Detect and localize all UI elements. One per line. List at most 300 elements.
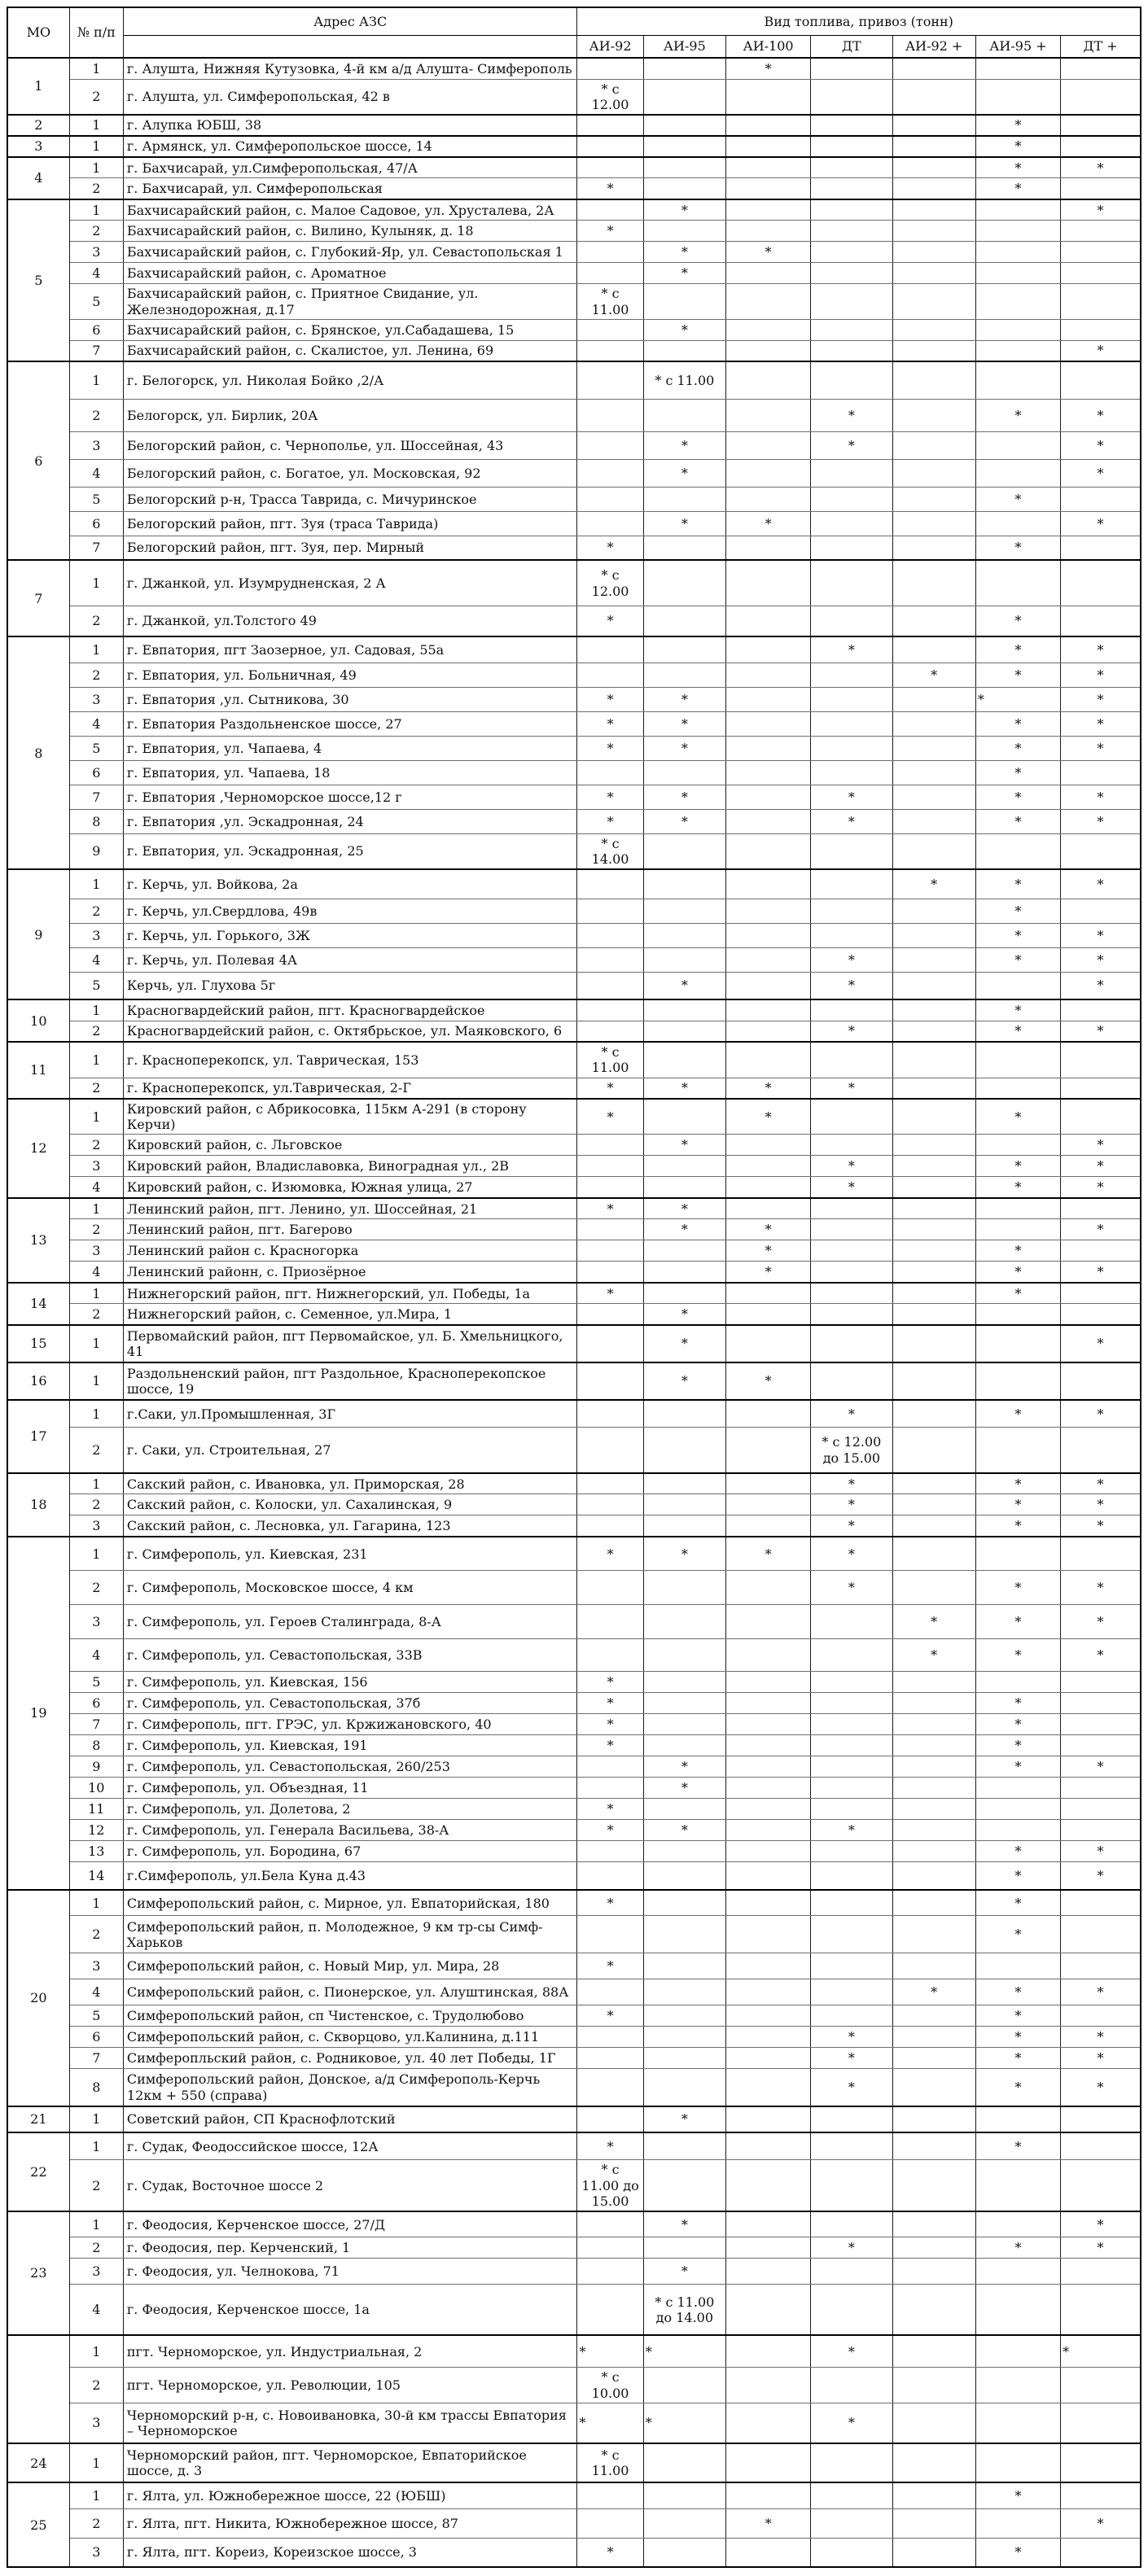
fuel-cell-ai95: * bbox=[643, 1778, 725, 1799]
fuel-cell-dtplus bbox=[1061, 1198, 1141, 1219]
fuel-cell-ai92plus: * bbox=[892, 1979, 975, 2005]
row-number-cell: 7 bbox=[69, 340, 123, 361]
fuel-cell-ai92plus bbox=[892, 1428, 975, 1473]
row-number-cell: 4 bbox=[69, 1177, 123, 1198]
fuel-cell-ai95 bbox=[643, 560, 725, 606]
address-cell: г. Симферополь, ул. Киевская, 231 bbox=[123, 1537, 577, 1571]
fuel-cell-ai100 bbox=[725, 431, 810, 459]
fuel-cell-ai92plus bbox=[892, 199, 975, 221]
address-cell: г. Феодосия, пер. Керченский, 1 bbox=[123, 2237, 577, 2259]
fuel-cell-ai92 bbox=[577, 2069, 643, 2106]
table-row bbox=[7, 560, 1141, 606]
row-number-cell: 8 bbox=[69, 1735, 123, 1756]
fuel-cell-ai95 bbox=[643, 1099, 725, 1135]
mo-cell: 1 bbox=[7, 58, 69, 115]
fuel-cell-ai92: * bbox=[577, 2538, 643, 2567]
address-cell: Симферопольский район, с. Новый Мир, ул. Мира, 28 bbox=[123, 1953, 577, 1979]
fuel-cell-ai92 bbox=[577, 972, 643, 999]
address-cell: Бахчисарайский район, с. Скалистое, ул. Ленина, 69 bbox=[123, 340, 577, 361]
table-row bbox=[7, 242, 1141, 263]
address-cell: г. Джанкой, ул. Изумрудненская, 2 А bbox=[123, 560, 577, 606]
table-row bbox=[7, 785, 1141, 809]
mo-cell: 18 bbox=[7, 1473, 69, 1537]
fuel-cell-ai92plus bbox=[892, 760, 975, 785]
address-cell: Бахчисарайский район, с. Брянское, ул.Сабадашева, 15 bbox=[123, 319, 577, 340]
row-number-cell: 8 bbox=[69, 2069, 123, 2106]
address-cell: г. Евпатория Раздольненское шоссе, 27 bbox=[123, 711, 577, 736]
fuel-cell-ai95plus: * bbox=[975, 606, 1060, 636]
fuel-cell-ai95plus bbox=[975, 340, 1060, 361]
fuel-cell-ai95 bbox=[643, 58, 725, 79]
address-cell: Керчь, ул. Глухова 5г bbox=[123, 972, 577, 999]
fuel-cell-ai92plus bbox=[892, 1494, 975, 1515]
column-header-ai100: АИ-100 bbox=[725, 35, 810, 58]
fuel-cell-dtplus bbox=[1061, 899, 1141, 923]
fuel-cell-ai100 bbox=[725, 1778, 810, 1799]
fuel-cell-ai92: * bbox=[577, 2132, 643, 2160]
fuel-cell-dt bbox=[811, 178, 892, 199]
fuel-cell-ai92plus bbox=[892, 1325, 975, 1362]
table-row bbox=[7, 1605, 1141, 1639]
fuel-cell-ai92plus bbox=[892, 361, 975, 399]
table-row bbox=[7, 1537, 1141, 1571]
fuel-cell-ai95 bbox=[643, 399, 725, 431]
fuel-cell-ai100 bbox=[725, 2211, 810, 2237]
address-cell: Бахчисарайский район, с. Малое Садовое, ул. Хрусталева, 2А bbox=[123, 199, 577, 221]
fuel-cell-ai95 bbox=[643, 1571, 725, 1605]
fuel-cell-dt bbox=[811, 1890, 892, 1916]
table-row bbox=[7, 79, 1141, 115]
fuel-cell-ai95plus: * bbox=[975, 809, 1060, 833]
fuel-cell-ai92 bbox=[577, 2027, 643, 2048]
fuel-cell-ai95plus: * bbox=[975, 2048, 1060, 2069]
mo-cell: 21 bbox=[7, 2106, 69, 2132]
fuel-cell-ai100 bbox=[725, 560, 810, 606]
fuel-cell-ai100 bbox=[725, 263, 810, 284]
fuel-cell-ai100 bbox=[725, 1198, 810, 1219]
fuel-cell-dt bbox=[811, 221, 892, 242]
address-cell: Симферопольский район, с. Пионерское, ул. Алуштинская, 88А bbox=[123, 1979, 577, 2005]
table-row bbox=[7, 1494, 1141, 1515]
address-cell: г. Симферополь, ул. Героев Сталинграда, 8-А bbox=[123, 1605, 577, 1639]
fuel-cell-ai92 bbox=[577, 1515, 643, 1537]
address-cell: Нижнегорский район, с. Семенное, ул.Мира, 1 bbox=[123, 1304, 577, 1325]
fuel-cell-dtplus bbox=[1061, 2538, 1141, 2567]
row-number-cell: 3 bbox=[69, 1515, 123, 1537]
fuel-cell-ai100 bbox=[725, 319, 810, 340]
row-number-cell: 1 bbox=[69, 1400, 123, 1428]
fuel-cell-dt bbox=[811, 1862, 892, 1890]
fuel-cell-ai95plus: * bbox=[975, 1240, 1060, 1262]
row-number-cell: 6 bbox=[69, 511, 123, 536]
fuel-cell-ai92 bbox=[577, 115, 643, 136]
table-row bbox=[7, 431, 1141, 459]
fuel-cell-ai100 bbox=[725, 2005, 810, 2027]
fuel-cell-ai95plus: * bbox=[975, 1714, 1060, 1735]
fuel-cell-dtplus: * bbox=[1061, 736, 1141, 760]
fuel-cell-ai92: * bbox=[577, 687, 643, 711]
fuel-cell-ai95plus bbox=[975, 2368, 1060, 2403]
row-number-cell: 1 bbox=[69, 1325, 123, 1362]
table-row bbox=[7, 2211, 1141, 2237]
fuel-cell-ai92plus bbox=[892, 1735, 975, 1756]
fuel-cell-ai95 bbox=[643, 999, 725, 1021]
row-number-cell: 6 bbox=[69, 1693, 123, 1714]
fuel-cell-dt bbox=[811, 1953, 892, 1979]
table-row bbox=[7, 636, 1141, 663]
fuel-cell-dtplus: * bbox=[1061, 1756, 1141, 1778]
fuel-cell-dt bbox=[811, 361, 892, 399]
fuel-cell-dt bbox=[811, 1240, 892, 1262]
fuel-cell-dt bbox=[811, 2368, 892, 2403]
fuel-cell-ai95plus bbox=[975, 284, 1060, 319]
mo-cell: 5 bbox=[7, 199, 69, 361]
address-cell: Белогорск, ул. Бирлик, 20А bbox=[123, 399, 577, 431]
fuel-cell-ai95plus: * bbox=[975, 1099, 1060, 1135]
fuel-cell-dtplus bbox=[1061, 1240, 1141, 1262]
fuel-cell-ai95 bbox=[643, 923, 725, 947]
address-cell: пгт. Черноморское, ул. Индустриальная, 2 bbox=[123, 2335, 577, 2368]
row-number-cell: 4 bbox=[69, 1979, 123, 2005]
fuel-cell-ai92plus bbox=[892, 2538, 975, 2567]
row-number-cell: 2 bbox=[69, 2237, 123, 2259]
address-cell: г. Красноперекопск, ул.Таврическая, 2-Г bbox=[123, 1078, 577, 1099]
fuel-cell-ai100 bbox=[725, 115, 810, 136]
fuel-cell-dtplus: * bbox=[1061, 431, 1141, 459]
fuel-cell-ai95plus: * bbox=[975, 711, 1060, 736]
fuel-cell-ai95 bbox=[643, 1177, 725, 1198]
fuel-cell-ai95 bbox=[643, 2048, 725, 2069]
fuel-cell-ai92plus: * bbox=[892, 869, 975, 899]
fuel-cell-dtplus bbox=[1061, 1428, 1141, 1473]
fuel-cell-ai92plus bbox=[892, 136, 975, 157]
fuel-cell-dt bbox=[811, 760, 892, 785]
fuel-cell-ai95 bbox=[643, 1916, 725, 1953]
row-number-cell: 1 bbox=[69, 58, 123, 79]
row-number-cell: 1 bbox=[69, 1198, 123, 1219]
fuel-cell-ai92plus: * bbox=[892, 1605, 975, 1639]
fuel-cell-dt bbox=[811, 1916, 892, 1953]
mo-cell: 12 bbox=[7, 1099, 69, 1198]
fuel-cell-ai100 bbox=[725, 2368, 810, 2403]
fuel-cell-ai95plus: * bbox=[975, 1979, 1060, 2005]
fuel-cell-ai92: * bbox=[577, 1198, 643, 1219]
fuel-cell-ai92 bbox=[577, 511, 643, 536]
fuel-cell-dt: * bbox=[811, 1820, 892, 1841]
mo-cell: 22 bbox=[7, 2132, 69, 2211]
fuel-cell-ai95: * bbox=[643, 687, 725, 711]
fuel-cell-ai95: * bbox=[643, 1537, 725, 1571]
fuel-cell-ai92plus bbox=[892, 2335, 975, 2368]
table-row bbox=[7, 284, 1141, 319]
fuel-cell-ai95 bbox=[643, 340, 725, 361]
row-number-cell: 1 bbox=[69, 1099, 123, 1135]
fuel-cell-dt: * bbox=[811, 2335, 892, 2368]
column-header-fuel-group: Вид топлива, привоз (тонн) bbox=[577, 7, 1141, 35]
table-row bbox=[7, 263, 1141, 284]
row-number-cell: 1 bbox=[69, 1890, 123, 1916]
mo-cell: 16 bbox=[7, 1362, 69, 1400]
fuel-cell-dtplus bbox=[1061, 2106, 1141, 2132]
fuel-cell-ai100 bbox=[725, 1820, 810, 1841]
row-number-cell: 9 bbox=[69, 833, 123, 869]
fuel-cell-ai95 bbox=[643, 2027, 725, 2048]
fuel-cell-ai100: * bbox=[725, 511, 810, 536]
fuel-cell-dtplus: * bbox=[1061, 511, 1141, 536]
fuel-cell-ai92: * bbox=[577, 809, 643, 833]
fuel-cell-dtplus: * bbox=[1061, 1262, 1141, 1283]
fuel-cell-ai92plus bbox=[892, 2482, 975, 2508]
fuel-cell-ai92plus bbox=[892, 1099, 975, 1135]
fuel-cell-ai95plus bbox=[975, 1537, 1060, 1571]
fuel-cell-ai95plus: * bbox=[975, 2482, 1060, 2508]
fuel-cell-dtplus bbox=[1061, 2403, 1141, 2443]
table-row bbox=[7, 2069, 1141, 2106]
address-cell: г. Симферополь, ул. Долетова, 2 bbox=[123, 1799, 577, 1820]
fuel-cell-ai92 bbox=[577, 1021, 643, 1042]
address-cell: г. Евпатория ,ул. Сытникова, 30 bbox=[123, 687, 577, 711]
address-cell: Белогорский район, с. Богатое, ул. Московская, 92 bbox=[123, 459, 577, 487]
fuel-cell-ai95: * bbox=[643, 1362, 725, 1400]
fuel-cell-dt bbox=[811, 284, 892, 319]
address-cell: г. Симферополь, ул. Киевская, 191 bbox=[123, 1735, 577, 1756]
fuel-cell-ai95plus: * bbox=[975, 1605, 1060, 1639]
row-number-cell: 1 bbox=[69, 560, 123, 606]
row-number-cell: 5 bbox=[69, 487, 123, 511]
table-row bbox=[7, 1672, 1141, 1693]
fuel-cell-ai95 bbox=[643, 663, 725, 687]
fuel-cell-ai92: * с 11.00 bbox=[577, 2443, 643, 2482]
fuel-cell-ai95plus: * bbox=[975, 663, 1060, 687]
column-header-ai92plus: АИ-92 + bbox=[892, 35, 975, 58]
row-number-cell: 3 bbox=[69, 242, 123, 263]
fuel-cell-dt: * bbox=[811, 809, 892, 833]
fuel-cell-ai95plus: * bbox=[975, 1494, 1060, 1515]
row-number-cell: 2 bbox=[69, 178, 123, 199]
fuel-cell-ai95plus: * bbox=[975, 1571, 1060, 1605]
fuel-cell-ai95 bbox=[643, 947, 725, 972]
table-row bbox=[7, 999, 1141, 1021]
fuel-cell-dt: * bbox=[811, 1400, 892, 1428]
fuel-cell-dt: * bbox=[811, 399, 892, 431]
fuel-cell-ai95 bbox=[643, 2538, 725, 2567]
fuel-cell-dtplus: * bbox=[1061, 2211, 1141, 2237]
fuel-cell-ai92 bbox=[577, 319, 643, 340]
fuel-cell-ai92 bbox=[577, 1916, 643, 1953]
fuel-cell-dtplus: * bbox=[1061, 947, 1141, 972]
fuel-cell-ai95plus: * bbox=[975, 2005, 1060, 2027]
address-cell: г. Евпатория, ул. Чапаева, 18 bbox=[123, 760, 577, 785]
fuel-cell-ai92plus bbox=[892, 157, 975, 178]
fuel-cell-ai92 bbox=[577, 1325, 643, 1362]
fuel-cell-ai92plus bbox=[892, 511, 975, 536]
fuel-cell-ai92 bbox=[577, 1605, 643, 1639]
address-cell: г. Симферополь, пгт. ГРЭС, ул. Кржижановского, 40 bbox=[123, 1714, 577, 1735]
mo-cell: 2 bbox=[7, 115, 69, 136]
table-row bbox=[7, 2285, 1141, 2335]
row-number-cell: 2 bbox=[69, 1219, 123, 1240]
mo-cell: 4 bbox=[7, 157, 69, 199]
fuel-cell-ai100 bbox=[725, 711, 810, 736]
mo-cell: 7 bbox=[7, 560, 69, 636]
fuel-cell-dt bbox=[811, 487, 892, 511]
row-number-cell: 2 bbox=[69, 79, 123, 115]
fuel-cell-ai100 bbox=[725, 2106, 810, 2132]
mo-cell: 9 bbox=[7, 869, 69, 999]
fuel-cell-ai92: * bbox=[577, 785, 643, 809]
row-number-cell: 2 bbox=[69, 1304, 123, 1325]
table-row bbox=[7, 923, 1141, 947]
fuel-cell-ai92plus bbox=[892, 1283, 975, 1304]
table-row bbox=[7, 1756, 1141, 1778]
fuel-cell-ai100 bbox=[725, 1890, 810, 1916]
fuel-cell-ai95plus: * bbox=[975, 1916, 1060, 1953]
fuel-cell-ai95plus bbox=[975, 1428, 1060, 1473]
fuel-cell-ai92plus bbox=[892, 2443, 975, 2482]
fuel-cell-ai95 bbox=[643, 79, 725, 115]
fuel-cell-dtplus bbox=[1061, 1099, 1141, 1135]
fuel-cell-ai92 bbox=[577, 1756, 643, 1778]
fuel-cell-ai95: * bbox=[643, 736, 725, 760]
address-cell: Черноморский р-н, с. Новоивановка, 30-й км трассы Евпатория – Черноморское bbox=[123, 2403, 577, 2443]
fuel-cell-ai92plus bbox=[892, 899, 975, 923]
table-row bbox=[7, 511, 1141, 536]
fuel-cell-ai95plus: * bbox=[975, 899, 1060, 923]
fuel-cell-ai100 bbox=[725, 399, 810, 431]
fuel-cell-dt bbox=[811, 869, 892, 899]
address-cell: Сакский район, с. Колоски, ул. Сахалинская, 9 bbox=[123, 1494, 577, 1515]
fuel-cell-dtplus: * bbox=[1061, 1473, 1141, 1494]
fuel-cell-ai100: * bbox=[725, 1240, 810, 1262]
fuel-cell-ai95 bbox=[643, 2482, 725, 2508]
fuel-cell-dtplus: * bbox=[1061, 1135, 1141, 1156]
address-cell: г. Симферополь, ул. Бородина, 67 bbox=[123, 1841, 577, 1862]
fuel-cell-dtplus: * bbox=[1061, 1515, 1141, 1537]
address-cell: Красногвардейский район, с. Октябрьское, ул. Маяковского, 6 bbox=[123, 1021, 577, 1042]
row-number-cell: 6 bbox=[69, 760, 123, 785]
address-cell: Симферопольский район, с. Мирное, ул. Евпаторийская, 180 bbox=[123, 1890, 577, 1916]
table-row bbox=[7, 459, 1141, 487]
row-number-cell: 2 bbox=[69, 1571, 123, 1605]
fuel-cell-ai100 bbox=[725, 1400, 810, 1428]
fuel-cell-dt bbox=[811, 199, 892, 221]
row-number-cell: 2 bbox=[69, 1078, 123, 1099]
fuel-cell-ai95plus bbox=[975, 2403, 1060, 2443]
row-number-cell: 3 bbox=[69, 1156, 123, 1177]
fuel-cell-dtplus: * bbox=[1061, 2508, 1141, 2538]
mo-cell: 15 bbox=[7, 1325, 69, 1362]
fuel-cell-ai92: * с 12.00 bbox=[577, 560, 643, 606]
fuel-cell-dt bbox=[811, 1841, 892, 1862]
fuel-cell-dt bbox=[811, 2538, 892, 2567]
fuel-cell-ai95: * bbox=[643, 1304, 725, 1325]
fuel-cell-ai95plus: * bbox=[975, 399, 1060, 431]
column-header-ai95: АИ-95 bbox=[643, 35, 725, 58]
table-row bbox=[7, 115, 1141, 136]
fuel-cell-ai95: * bbox=[643, 1219, 725, 1240]
fuel-cell-ai95: * bbox=[643, 242, 725, 263]
fuel-cell-ai92 bbox=[577, 399, 643, 431]
fuel-cell-ai92: * bbox=[577, 2403, 643, 2443]
table-row bbox=[7, 1916, 1141, 1953]
fuel-cell-ai95plus: * bbox=[975, 2538, 1060, 2567]
table-row bbox=[7, 2237, 1141, 2259]
address-cell: г. Керчь, ул.Свердлова, 49в bbox=[123, 899, 577, 923]
fuel-cell-dt bbox=[811, 79, 892, 115]
fuel-cell-dt: * bbox=[811, 1515, 892, 1537]
fuel-cell-dtplus: * bbox=[1061, 636, 1141, 663]
fuel-cell-ai100: * bbox=[725, 1219, 810, 1240]
column-header-ai92: АИ-92 bbox=[577, 35, 643, 58]
row-number-cell: 3 bbox=[69, 923, 123, 947]
table-row bbox=[7, 869, 1141, 899]
fuel-cell-ai92 bbox=[577, 1428, 643, 1473]
fuel-cell-ai95plus bbox=[975, 1219, 1060, 1240]
fuel-cell-ai92plus bbox=[892, 115, 975, 136]
fuel-cell-dt: * bbox=[811, 636, 892, 663]
row-number-cell: 1 bbox=[69, 1537, 123, 1571]
row-number-cell: 1 bbox=[69, 2132, 123, 2160]
address-cell: г. Симферополь, ул. Севастопольская, 33В bbox=[123, 1639, 577, 1672]
fuel-cell-dt: * bbox=[811, 972, 892, 999]
fuel-cell-dtplus: * bbox=[1061, 340, 1141, 361]
table-row bbox=[7, 2443, 1141, 2482]
fuel-cell-ai95plus bbox=[975, 1362, 1060, 1400]
fuel-cell-ai92plus bbox=[892, 923, 975, 947]
table-row bbox=[7, 2048, 1141, 2069]
fuel-cell-ai100 bbox=[725, 1605, 810, 1639]
address-cell: г. Феодосия, Керченское шоссе, 27/Д bbox=[123, 2211, 577, 2237]
fuel-cell-ai92plus bbox=[892, 785, 975, 809]
fuel-cell-ai92 bbox=[577, 947, 643, 972]
fuel-cell-dt: * bbox=[811, 431, 892, 459]
fuel-cell-ai95plus bbox=[975, 79, 1060, 115]
table-row bbox=[7, 2538, 1141, 2567]
table-row bbox=[7, 319, 1141, 340]
address-cell: Первомайский район, пгт Первомайское, ул. Б. Хмельницкого, 41 bbox=[123, 1325, 577, 1362]
fuel-cell-ai92plus bbox=[892, 1198, 975, 1219]
fuel-cell-dtplus: * bbox=[1061, 2048, 1141, 2069]
address-cell: Сакский район, с. Лесновка, ул. Гагарина, 123 bbox=[123, 1515, 577, 1537]
fuel-cell-ai92: * bbox=[577, 606, 643, 636]
fuel-cell-ai100 bbox=[725, 2259, 810, 2285]
fuel-cell-dtplus bbox=[1061, 178, 1141, 199]
fuel-cell-ai100 bbox=[725, 2482, 810, 2508]
fuel-cell-ai100 bbox=[725, 1042, 810, 1078]
fuel-cell-dt bbox=[811, 2259, 892, 2285]
fuel-cell-ai92 bbox=[577, 1240, 643, 1262]
address-cell: г. Судак, Восточное шоссе 2 bbox=[123, 2160, 577, 2211]
fuel-cell-ai95 bbox=[643, 1262, 725, 1283]
address-cell: Белогорский район, пгт. Зуя (траса Таврида) bbox=[123, 511, 577, 536]
fuel-cell-ai95plus: * bbox=[975, 2132, 1060, 2160]
row-number-cell: 2 bbox=[69, 663, 123, 687]
fuel-cell-ai100 bbox=[725, 1156, 810, 1177]
fuel-cell-ai95plus bbox=[975, 1672, 1060, 1693]
fuel-cell-ai95plus bbox=[975, 199, 1060, 221]
fuel-cell-dtplus: * bbox=[1061, 399, 1141, 431]
table-row bbox=[7, 157, 1141, 178]
fuel-cell-ai92: * bbox=[577, 536, 643, 560]
row-number-cell: 7 bbox=[69, 536, 123, 560]
table-row bbox=[7, 1820, 1141, 1841]
fuel-cell-dt bbox=[811, 1135, 892, 1156]
table-row bbox=[7, 2106, 1141, 2132]
row-number-cell: 3 bbox=[69, 2259, 123, 2285]
row-number-cell: 1 bbox=[69, 2443, 123, 2482]
fuel-cell-dtplus bbox=[1061, 1916, 1141, 1953]
fuel-cell-ai95 bbox=[643, 284, 725, 319]
